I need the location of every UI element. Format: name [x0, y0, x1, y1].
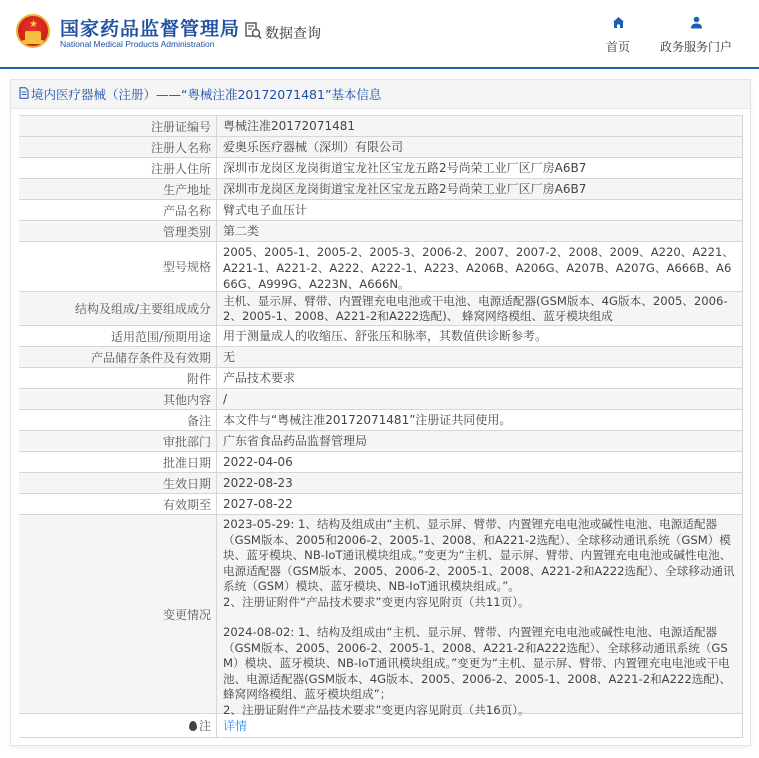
change-history [217, 515, 742, 717]
table-row [19, 452, 742, 473]
field-label: 附件 [19, 368, 217, 388]
field-value: 本文件与“粤械注准20172071481”注册证共同使用。 [223, 413, 512, 427]
field-label: 注册证编号 [19, 116, 217, 136]
top-header [0, 0, 759, 69]
note-label-cell [19, 714, 217, 737]
field-label: 适用范围/预期用途 [19, 326, 217, 346]
field-value: 广东省食品药品监督管理局 [223, 434, 368, 448]
table-row [19, 158, 742, 179]
field-label: 结构及组成/主要组成成分 [19, 292, 217, 325]
field-label: 生效日期 [19, 473, 217, 493]
field-label: 生产地址 [19, 179, 217, 199]
info-table [19, 115, 743, 738]
national-emblem-logo: ★ [16, 14, 50, 48]
field-label: 注册人住所 [19, 158, 217, 178]
field-value: 2022-08-23 [223, 476, 293, 490]
field-value: 2005、2005-1、2005-2、2005-3、2006-2、2007、2007-2、2008、2009、A220、A221、A221-1、A221-2、A222、A222-1、A223、A206B、A206G、A207B、A207G、A666B、A666G、A999G、A223N、A666N。 [223, 245, 734, 291]
table-row [19, 389, 742, 410]
table-row [19, 431, 742, 452]
nav-home[interactable] [606, 16, 630, 55]
field-value: 无 [223, 350, 236, 364]
field-label: 型号规格 [19, 242, 217, 291]
table-row [19, 326, 742, 347]
table-row [19, 221, 742, 242]
nav-service-portal[interactable] [660, 16, 732, 55]
field-label: 备注 [19, 410, 217, 430]
detail-panel [10, 79, 751, 746]
data-query-label: 数据查询 [265, 26, 321, 42]
site-title-en: National Medical Products Administration [60, 39, 215, 49]
table-row [19, 473, 742, 494]
table-row [19, 116, 742, 137]
field-value: 臂式电子血压计 [223, 203, 308, 217]
change-entry-2: 2024-08-02: 1、结构及组成由“主机、显示屏、臂带、内置锂充电电池或碱性电池、电源适配器（GSM版本、2005、2006-2、2005-1、2008、A221-2和A222选配）、全球移动通讯系统（GSM）模块、蓝牙模块、NB-IoT通讯模块组成。”变更为“主机、显示屏、臂带、内置锂充电电池或干电池、电源适配器(GSM版本、4G版本、2005、2006-2、2005-1、2008、A221-2和A222选配)、 蜂窝网络模组、蓝牙模块组成”； [223, 625, 735, 701]
panel-header [11, 80, 750, 109]
nav-home-label: 首页 [606, 40, 631, 54]
document-search-icon [245, 22, 262, 44]
change-entry-1: 2023-05-29: 1、结构及组成由“主机、显示屏、臂带、内置锂充电电池或碱性电池、电源适配器（GSM版本、2005和2006-2、2005-1、2008、和A221-2选配）、全球移动通讯系统（GSM）模块、蓝牙模块、NB-IoT通讯模块组成。”变更为“主机、显示屏、臂带、内置锂充电电池或碱性电池、电源适配器（GSM版本、2005、2006-2、2005-1、2008、A221-2和A222选配）、全球移动通讯系统（GSM）模块、蓝牙模块、NB-IoT通讯模块组成。”。 [223, 517, 735, 593]
change-entry-2-attachment: 2、注册证附件“产品技术要求”变更内容见附页（共16页）。 [223, 702, 530, 717]
table-row [19, 137, 742, 158]
note-label: 注 [198, 719, 211, 733]
field-value: 粤械注准20172071481 [223, 119, 355, 133]
field-label: 变更情况 [19, 515, 217, 713]
field-label: 注册人名称 [19, 137, 217, 157]
field-label: 其他内容 [19, 389, 217, 409]
table-row [19, 347, 742, 368]
table-row [19, 494, 742, 515]
field-label: 批准日期 [19, 452, 217, 472]
table-row [19, 179, 742, 200]
field-label: 审批部门 [19, 431, 217, 451]
panel-title: 境内医疗器械（注册）——“粤械注准20172071481”基本信息 [31, 87, 382, 102]
data-query-link[interactable] [245, 22, 321, 44]
change-entry-1-attachment: 2、注册证附件“产品技术要求”变更内容见附页（共11页）。 [223, 594, 530, 609]
field-value: 深圳市龙岗区龙岗街道宝龙社区宝龙五路2号尚荣工业厂区厂房A6B7 [223, 182, 587, 196]
field-label: 产品名称 [19, 200, 217, 220]
field-value: 第二类 [223, 224, 260, 238]
table-row [19, 292, 742, 326]
table-row-changes [19, 515, 742, 717]
table-row [19, 200, 742, 221]
table-row-note [19, 714, 742, 738]
note-value-cell [217, 714, 742, 737]
field-label: 有效期至 [19, 494, 217, 514]
document-icon [19, 87, 31, 102]
field-value: / [223, 392, 228, 406]
table-row [19, 410, 742, 431]
table-row [19, 368, 742, 389]
home-icon [612, 16, 625, 38]
field-value: 深圳市龙岗区龙岗街道宝龙社区宝龙五路2号尚荣工业厂区厂房A6B7 [223, 161, 587, 175]
nav-portal-label: 政务服务门户 [660, 40, 733, 54]
field-value: 2022-04-06 [223, 455, 293, 469]
field-label: 管理类别 [19, 221, 217, 241]
field-value: 爱奥乐医疗器械（深圳）有限公司 [223, 140, 404, 154]
user-icon [690, 16, 703, 38]
field-value: 主机、显示屏、臂带、内置锂充电电池或干电池、电源适配器(GSM版本、4G版本、2005、2006-2、2005-1、2008、A221-2和A222选配)、 蜂窝网络模组、蓝牙模块组成 [223, 294, 728, 323]
table-row [19, 242, 742, 292]
pin-icon [189, 721, 197, 731]
field-value: 2027-08-22 [223, 497, 293, 511]
field-value: 产品技术要求 [223, 371, 296, 385]
details-link[interactable]: 详情 [223, 718, 248, 733]
site-title-cn: 国家药品监督管理局 [60, 18, 241, 40]
field-label: 产品储存条件及有效期 [19, 347, 217, 367]
field-value: 用于测量成人的收缩压、舒张压和脉率，其数值供诊断参考。 [223, 329, 548, 343]
